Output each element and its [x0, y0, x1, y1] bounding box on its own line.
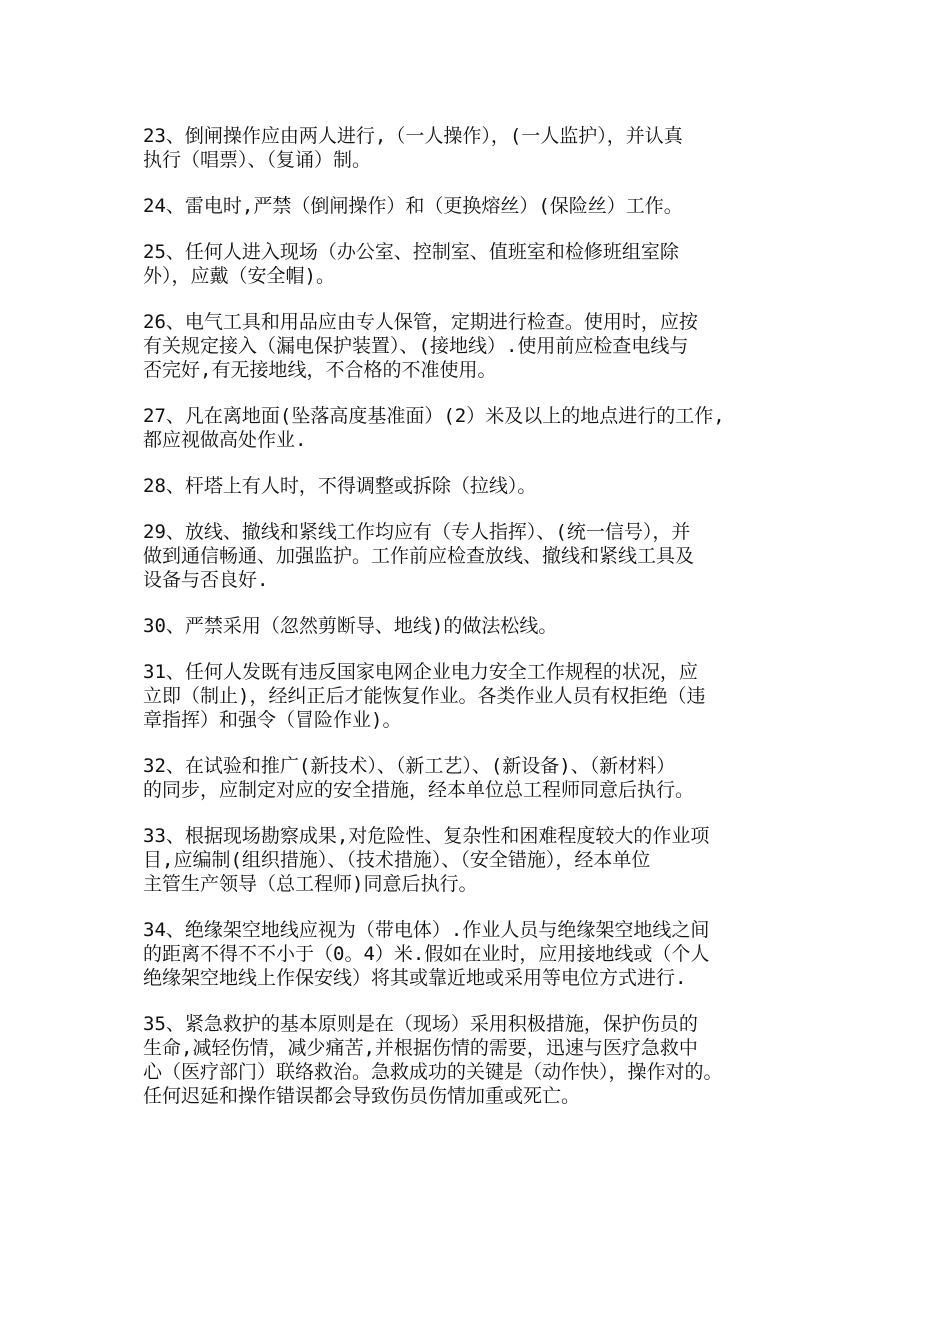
text-line: 30、严禁采用（忽然剪断导、地线)的做法松线。: [143, 615, 558, 637]
text-line: 23、倒闸操作应由两人进行,（一人操作），(一人监护），并认真: [143, 125, 683, 147]
text-line: 设备与否良好.: [143, 569, 269, 591]
question-item: [143, 754, 823, 802]
text-line: 33、根据现场勘察成果,对危险性、复杂性和困难程度较大的作业项: [143, 825, 710, 847]
text-line: 35、紧急救护的基本原则是在（现场）采用积极措施，保护伤员的: [143, 1013, 698, 1035]
text-line: 31、任何人发既有违反国家电网企业电力安全工作规程的状况，应: [143, 661, 698, 683]
text-line: 有关规定接入（漏电保护装置）、(接地线）.使用前应检查电线与: [143, 335, 689, 357]
text-line: 生命,减轻伤情，减少痛苦,并根据伤情的需要，迅速与医疗急救中: [143, 1037, 698, 1059]
text-line: 26、电气工具和用品应由专人保管，定期进行检查。使用时，应按: [143, 311, 698, 333]
question-item: [143, 404, 823, 452]
text-line: 32、在试验和推广(新技术）、（新工艺）、(新设备)、（新材料）: [143, 755, 676, 777]
text-line: 否完好,有无接地线，不合格的不准使用。: [143, 359, 497, 381]
text-line: 主管生产领导（总工程师)同意后执行。: [143, 873, 478, 895]
question-item: [143, 614, 823, 638]
question-item: [143, 520, 823, 592]
question-item: [143, 824, 823, 896]
document-body: [143, 124, 823, 1130]
question-item: [143, 474, 823, 498]
question-item: [143, 918, 823, 990]
question-item: [143, 310, 823, 382]
text-line: 外），应戴（安全帽)。: [143, 265, 335, 287]
text-line: 的距离不得不不小于（0。4）米.假如在业时，应用接地线或（个人: [143, 943, 710, 965]
text-line: 执行（唱票）、（复诵）制。: [143, 149, 372, 171]
question-item: [143, 240, 823, 288]
text-line: 34、绝缘架空地线应视为（带电体）.作业人员与绝缘架空地线之间: [143, 919, 710, 941]
question-item: [143, 660, 823, 732]
text-line: 的同步，应制定对应的安全措施，经本单位总工程师同意后执行。: [143, 779, 695, 801]
text-line: 章指挥）和强令（冒险作业)。: [143, 709, 402, 731]
text-line: 25、任何人进入现场（办公室、控制室、值班室和检修班组室除: [143, 241, 679, 263]
text-line: 心（医疗部门）联络救治。急救成功的关键是（动作快），操作对的。: [143, 1061, 723, 1083]
text-line: 立即（制止)，经纠正后才能恢复作业。各类作业人员有权拒绝（违: [143, 685, 706, 707]
question-item: [143, 1012, 823, 1108]
text-line: 绝缘架空地线上作保安线）将其或靠近地或采用等电位方式进行.: [143, 967, 687, 989]
text-line: 24、雷电时,严禁（倒闸操作）和（更换熔丝）(保险丝）工作。: [143, 195, 683, 217]
question-item: [143, 124, 823, 172]
text-line: 任何迟延和操作错误都会导致伤员伤情加重或死亡。: [143, 1085, 581, 1107]
text-line: 做到通信畅通、加强监护。工作前应检查放线、撤线和紧线工具及: [143, 545, 695, 567]
text-line: 目,应编制(组织措施）、（技术措施）、（安全错施），经本单位: [143, 849, 651, 871]
text-line: 都应视做高处作业.: [143, 429, 307, 451]
question-item: [143, 194, 823, 218]
text-line: 27、凡在离地面(坠落高度基准面）(2）米及以上的地点进行的工作,: [143, 405, 725, 427]
text-line: 29、放线、撤线和紧线工作均应有（专人指挥）、(统一信号），并: [143, 521, 691, 543]
text-line: 28、杆塔上有人时，不得调整或拆除（拉线）。: [143, 475, 537, 497]
